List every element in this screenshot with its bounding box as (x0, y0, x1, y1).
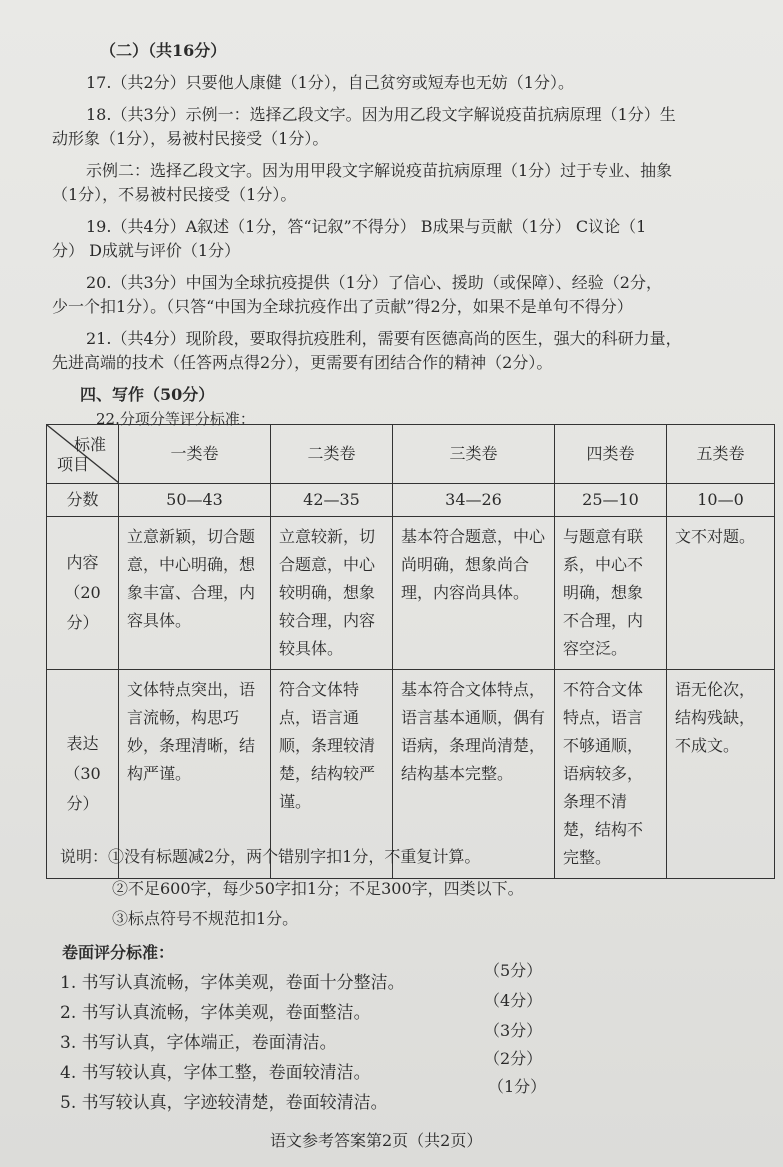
answer-20-line2: 少一个扣1分）。（只答“中国为全球抗疫作出了贡献”得2分，如果不是单句不得分） (52, 297, 633, 316)
score-grade-4: 25—10 (555, 484, 667, 517)
note-1: 说明：①没有标题减2分，两个错别字扣1分，不重复计算。 (60, 847, 481, 866)
answer-18-line2: 动形象（1分），易被村民接受（1分）。 (52, 129, 329, 148)
neatness-score-2: （4分） (484, 991, 543, 1010)
neatness-score-4: （2分） (484, 1049, 543, 1068)
answer-17: 17.（共2分）只要他人康健（1分），自己贫穷或短寿也无妨（1分）。 (86, 73, 574, 92)
answer-18-line4: （1分），不易被村民接受（1分）。 (52, 185, 297, 204)
expression-grade-1: 文体特点突出，语言流畅，构思巧妙，条理清晰，结构严谨。 (119, 670, 271, 879)
table-row-content (47, 517, 775, 670)
header-grade-1: 一类卷 (119, 425, 271, 484)
content-grade-3: 基本符合题意，中心尚明确，想象尚合理，内容尚具体。 (393, 517, 555, 670)
row-label-content (47, 517, 119, 670)
answer-21-line1: 21.（共4分）现阶段，要取得抗疫胜利，需要有医德高尚的医生，强大的科研力量， (86, 329, 682, 348)
score-grade-1: 50—43 (119, 484, 271, 517)
content-points: （20分） (64, 583, 101, 632)
content-grade-1: 立意新颖，切合题意，中心明确，想象丰富、合理，内容具体。 (119, 517, 271, 670)
neatness-score-5: （1分） (488, 1077, 547, 1096)
question-22: 22.分项分等评分标准： (96, 410, 255, 428)
section-heading-2: （二）（共16分） (100, 41, 227, 60)
scoring-table (46, 424, 775, 879)
answer-20-line1: 20.（共3分）中国为全球抗疫提供（1分）了信心、援助（或保障）、经验（2分， (86, 273, 662, 292)
content-label: 内容 (66, 553, 99, 572)
answer-18-line1: 18.（共3分）示例一：选择乙段文字。因为用乙段文字解说疫苗抗病原理（1分）生 (86, 105, 676, 124)
neatness-item-5: 5. 书写较认真，字迹较清楚，卷面较清洁。 (60, 1093, 388, 1113)
table-header-row (47, 425, 775, 484)
neatness-score-1: （5分） (484, 961, 543, 980)
table-row-scores (47, 484, 775, 517)
score-grade-2: 42—35 (271, 484, 393, 517)
neatness-item-3: 3. 书写认真，字体端正，卷面清洁。 (60, 1033, 337, 1053)
content-grade-4: 与题意有联系，中心不明确，想象不合理，内容空泛。 (555, 517, 667, 670)
expression-grade-3: 基本符合文体特点，语言基本通顺，偶有语病，条理尚清楚，结构基本完整。 (393, 670, 555, 879)
corner-label-standard: 标准 (73, 435, 106, 454)
score-grade-3: 34—26 (393, 484, 555, 517)
neatness-item-2: 2. 书写认真流畅，字体美观，卷面整洁。 (60, 1003, 371, 1023)
content-grade-2: 立意较新，切合题意，中心较明确，想象较合理，内容较具体。 (271, 517, 393, 670)
expression-grade-4: 不符合文体特点，语言不够通顺，语病较多，条理不清楚，结构不完整。 (555, 670, 667, 879)
neatness-heading: 卷面评分标准： (62, 943, 175, 962)
expression-grade-5: 语无伦次，结构残缺，不成文。 (667, 670, 775, 879)
table-corner-cell (47, 425, 119, 484)
expression-points: （30分） (64, 764, 101, 813)
score-grade-5: 10—0 (667, 484, 775, 517)
note-2: ②不足600字，每少50字扣1分；不足300字，四类以下。 (112, 879, 524, 898)
answer-21-line2: 先进高端的技术（任答两点得2分），更需要有团结合作的精神（2分）。 (52, 353, 553, 372)
header-grade-5: 五类卷 (667, 425, 775, 484)
header-grade-2: 二类卷 (271, 425, 393, 484)
answer-19-line1: 19.（共4分）A叙述（1分，答“记叙”不得分） B成果与贡献（1分） C议论（1 (86, 217, 647, 236)
answer-18-line3: 示例二：选择乙段文字。因为用甲段文字解说疫苗抗病原理（1分）过于专业、抽象 (86, 161, 673, 180)
header-grade-4: 四类卷 (555, 425, 667, 484)
neatness-item-1: 1. 书写认真流畅，字体美观，卷面十分整洁。 (60, 973, 405, 993)
header-grade-3: 三类卷 (393, 425, 555, 484)
expression-label: 表达 (66, 734, 99, 753)
page-footer: 语文参考答案第2页（共2页） (270, 1131, 483, 1150)
corner-label-item: 项目 (57, 455, 90, 474)
expression-grade-2: 符合文体特点，语言通顺，条理较清楚，结构较严谨。 (271, 670, 393, 879)
content-grade-5: 文不对题。 (667, 517, 775, 670)
answer-19-line2: 分） D成就与评价（1分） (52, 241, 241, 260)
neatness-item-4: 4. 书写较认真，字体工整，卷面较清洁。 (60, 1063, 371, 1083)
section-heading-4: 四、写作（50分） (80, 385, 215, 404)
row-label-score: 分数 (47, 484, 119, 517)
neatness-score-3: （3分） (484, 1021, 543, 1040)
note-3: ③标点符号不规范扣1分。 (112, 909, 299, 928)
